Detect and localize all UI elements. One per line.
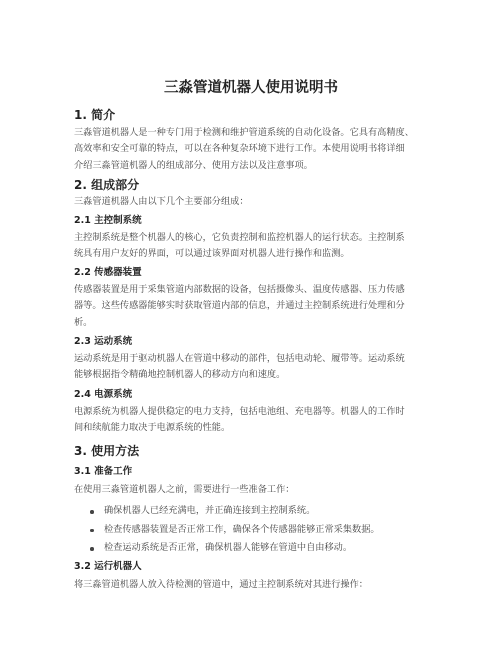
paragraph-line: 在使用三淼管道机器人之前，需要进行一些准备工作： <box>74 484 295 495</box>
paragraph-line: 运动系统是用于驱动机器人在管道中移动的部件，包括电动轮、履带等。运动系统 <box>74 353 405 364</box>
bullet-icon <box>90 510 94 514</box>
sensors-paragraph <box>74 282 434 331</box>
list-item-text: 检查运动系统是否正常，确保机器人能够在管道中自由移动。 <box>104 542 353 553</box>
control-paragraph <box>74 230 434 263</box>
paragraph-line: 统具有用户友好的界面，可以通过该界面对机器人进行操作和监测。 <box>74 248 350 260</box>
motion-paragraph <box>74 351 434 384</box>
section-heading-components: 2. 组成部分 <box>74 178 140 192</box>
power-paragraph <box>74 404 434 437</box>
subsection-heading-sensors: 2.2 传感器装置 <box>74 267 142 278</box>
prep-intro <box>74 482 434 498</box>
intro-paragraph <box>74 125 434 174</box>
prep-bullet-list <box>74 502 444 558</box>
paragraph-line: 三淼管道机器人是一种专门用于检测和维护管道系统的自动化设备。它具有高精度、 <box>74 127 414 138</box>
paragraph-line: 器等。这些传感器能够实时获取管道内部的信息，并通过主控制系统进行处理和分 <box>74 300 405 312</box>
subsection-heading-power: 2.4 电源系统 <box>74 389 133 400</box>
subsection-heading-motion: 2.3 运动系统 <box>74 336 133 347</box>
paragraph-line: 将三淼管道机器人放入待检测的管道中，通过主控制系统对其进行操作： <box>74 579 368 590</box>
paragraph-line: 三淼管道机器人由以下几个主要部分组成： <box>74 196 249 207</box>
section-heading-usage: 3. 使用方法 <box>74 444 140 458</box>
subsection-heading-operate: 3.2 运行机器人 <box>74 561 142 572</box>
list-item-text: 检查传感器装置是否正常工作，确保各个传感器能够正常采集数据。 <box>104 523 380 535</box>
operate-intro <box>74 577 434 593</box>
bullet-icon <box>90 529 94 533</box>
paragraph-line: 电源系统为机器人提供稳定的电力支持，包括电池组、充电器等。机器人的工作时 <box>74 406 405 417</box>
list-item <box>74 539 444 558</box>
paragraph-line: 高效率和安全可靠的特点，可以在各种复杂环境下进行工作。本使用说明书将详细 <box>74 143 405 155</box>
paragraph-line: 间和续航能力取决于电源系统的性能。 <box>74 422 231 434</box>
paragraph-line: 主控制系统是整个机器人的核心，它负责控制和监控机器人的运行状态。主控制系 <box>74 232 405 243</box>
section-heading-intro: 1. 简介 <box>74 108 116 122</box>
paragraph-line: 能够根据指令精确地控制机器人的移动方向和速度。 <box>74 369 286 381</box>
paragraph-line: 介绍三淼管道机器人的组成部分、使用方法以及注意事项。 <box>74 159 313 171</box>
list-item-text: 确保机器人已经充满电，并正确连接到主控制系统。 <box>104 505 316 516</box>
subsection-heading-control: 2.1 主控制系统 <box>74 215 142 226</box>
document-title: 三淼管道机器人使用说明书 <box>164 80 338 96</box>
subsection-heading-prep: 3.1 准备工作 <box>74 466 133 477</box>
list-item <box>74 521 444 540</box>
list-item <box>74 502 444 521</box>
bullet-icon <box>90 547 94 551</box>
paragraph-line: 析。 <box>74 316 93 328</box>
components-intro <box>74 194 434 210</box>
paragraph-line: 传感器装置是用于采集管道内部数据的设备，包括摄像头、温度传感器、压力传感 <box>74 284 405 295</box>
